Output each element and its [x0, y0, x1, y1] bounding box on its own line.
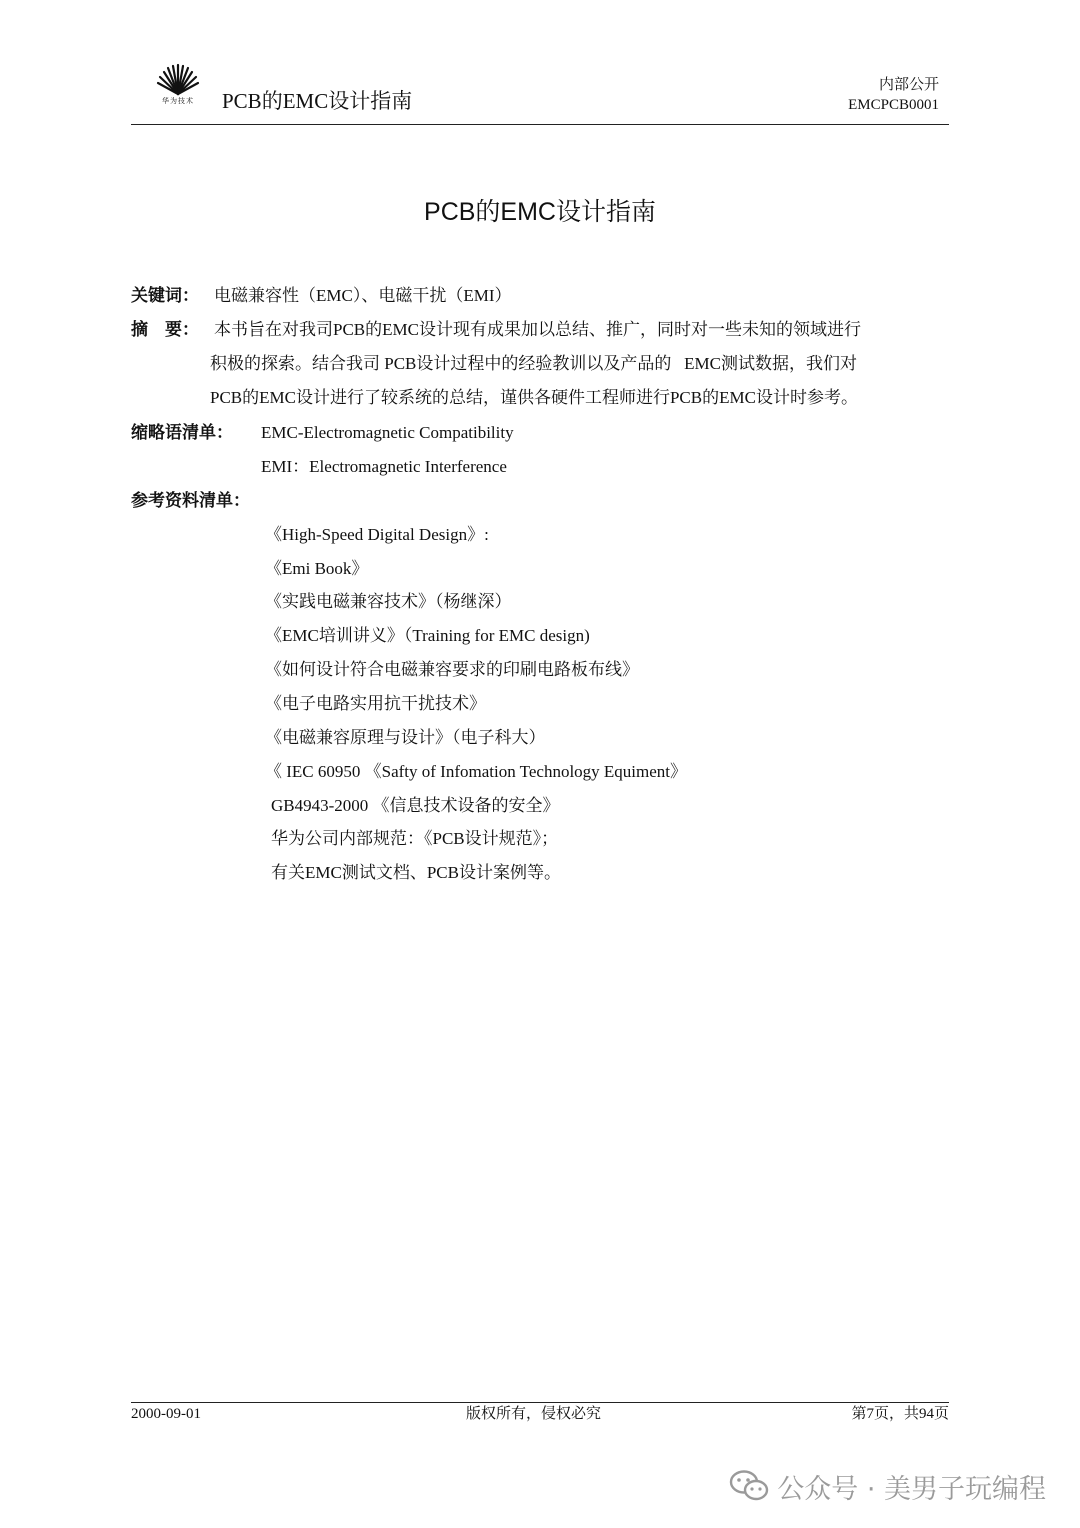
- reference-item: 《EMC培训讲义》（Training for EMC design): [265, 626, 590, 645]
- header-classification: 内部公开: [878, 77, 939, 93]
- watermark: [729, 1468, 1046, 1504]
- abbreviation-item: EMI：Electromagnetic Interference: [261, 457, 507, 476]
- reference-item: 华为公司内部规范：《PCB设计规范》；: [271, 829, 559, 848]
- keywords-label: 关键词：: [131, 286, 199, 305]
- footer-divider: [131, 1402, 949, 1403]
- reference-item: 《电子电路实用抗干扰技术》: [265, 694, 486, 713]
- reference-item: 有关EMC测试文档、PCB设计案例等。: [271, 863, 561, 882]
- footer-copyright: 版权所有，侵权必究: [466, 1406, 602, 1422]
- reference-item: 《High-Speed Digital Design》:: [265, 525, 489, 544]
- reference-item: 《 IEC 60950 《Safty of Infomation Technology Equiment》: [265, 762, 688, 781]
- header-doc-id: EMCPCB0001: [848, 97, 939, 113]
- abstract-line: 本书旨在对我司PCB的EMC设计现有成果加以总结、推广，同时对一些未知的领域进行: [214, 320, 861, 339]
- watermark-text: 公众号 · 美男子玩编程: [777, 1473, 1046, 1505]
- reference-item: 《如何设计符合电磁兼容要求的印刷电路板布线》: [265, 660, 639, 679]
- footer-date: 2000-09-01: [131, 1406, 201, 1422]
- reference-item: 《电磁兼容原理与设计》（电子科大）: [265, 728, 546, 747]
- abbreviation-item: EMC-Electromagnetic Compatibility: [261, 423, 514, 442]
- abbreviations-label: 缩略语清单：: [131, 423, 233, 442]
- keywords-text: 电磁兼容性（EMC）、电磁干扰（EMI）: [214, 286, 512, 305]
- header-title: PCB的EMC设计指南: [222, 89, 413, 113]
- abstract-line: 积极的探索。结合我司 PCB设计过程中的经验教训以及产品的 EMC测试数据，我们对: [210, 354, 857, 373]
- header-divider: [131, 124, 949, 125]
- reference-item: 《Emi Book》: [265, 559, 369, 578]
- footer-page-number: 第7页，共94页: [851, 1406, 949, 1422]
- document-title: PCB的EMC设计指南: [424, 198, 656, 226]
- wechat-icon: [729, 1469, 769, 1503]
- reference-item: 《实践电磁兼容技术》（杨继深）: [265, 592, 512, 611]
- abstract-label: 摘 要：: [131, 320, 199, 339]
- logo-caption: 华为技术: [162, 97, 194, 105]
- references-label: 参考资料清单：: [131, 491, 250, 510]
- abstract-line: PCB的EMC设计进行了较系统的总结，谨供各硬件工程师进行PCB的EMC设计时参考。: [210, 388, 858, 407]
- reference-item: GB4943-2000 《信息技术设备的安全》: [271, 796, 560, 815]
